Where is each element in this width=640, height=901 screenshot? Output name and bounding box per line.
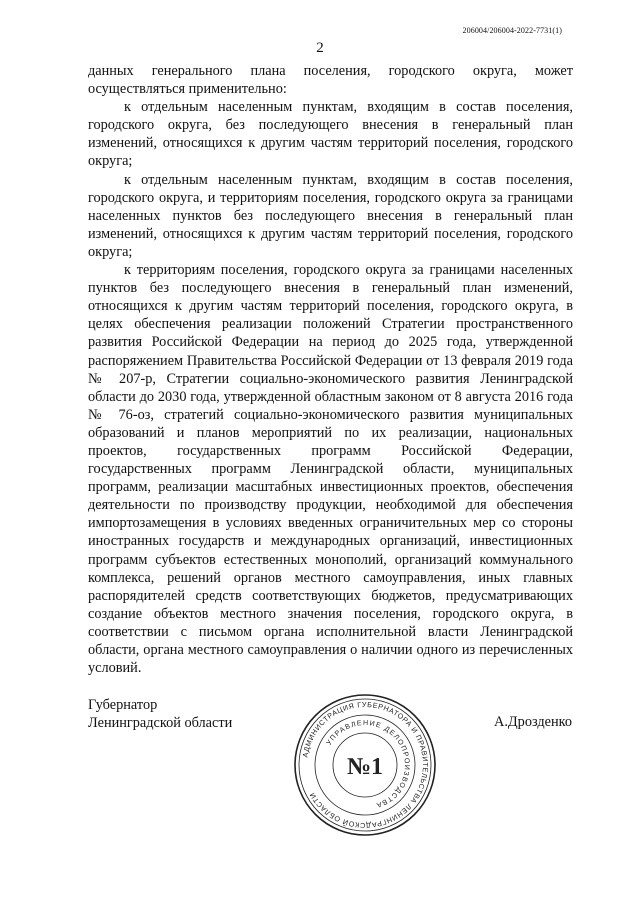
seal-inner-textpath: УПРАВЛЕНИЕ ДЕЛОПРОИЗВОДСТВА xyxy=(325,719,411,809)
page-number: 2 xyxy=(316,40,324,56)
signatory-name: А.Дрозденко xyxy=(494,714,572,730)
document-id: 206004/206004-2022-7731(1) xyxy=(462,26,562,35)
seal-number: №1 xyxy=(346,754,384,780)
seal-outer-textpath: АДМИНИСТРАЦИЯ ГУБЕРНАТОРА И ПРАВИТЕЛЬСТВА ЛЕНИНГРАДСКОЙ ОБЛАСТИ xyxy=(300,699,431,831)
paragraph-3: к территориям поселения, городского округа за границами населенных пунктов без последующего внесения в генеральный план изменений, относящихся к другим частям территорий поселения, городского округа, в целях обеспечения реализации положений Стратегии пространственного развития Российской Федерации на период до 2025 года, утвержденной распоряжением Правительства Российской Федерации от 13 февраля 2019 года № 207-р, Стратегии социально-экономического развития Ленинградской области до 2030 года, утвержденной областным законом от 8 августа 2016 года № 76-оз, стратегий социально-экономического развития муниципальных образований и планов мероприятий по их реализации, национальных проектов, государственных программ Российской Федерации, государственных программ Ленинградской области, муниципальных программ, реализации масштабных инвестиционных проектов, обеспечения деятельности по производству продукции, необходимой для обеспечения импортозамещения в условиях введенных ограничительных мер со стороны иностранных государств и международных организаций, инвестиционных программ субъектов естественных монополий, организаций коммунального комплекса, решений органов местного самоуправления, иных главных распорядителей средств соответствующих бюджетов, предусматривающих создание объектов местного значения поселения, городского округа, в соответствии с письмом органа исполнительной власти Ленинградской области, органа местного самоуправления о наличии одного из перечисленных условий. xyxy=(88,262,573,677)
body-text xyxy=(88,62,573,677)
paragraph-1: к отдельным населенным пунктам, входящим в состав поселения, городского округа, без последующего внесения в генеральный план изменений, относящихся к другим частям территорий поселения, городского округа; xyxy=(88,99,573,170)
signatory-title-line-2: Ленинградской области xyxy=(88,715,233,731)
paragraph-2: к отдельным населенным пунктам, входящим в состав поселения, городского округа, и территориям поселения, городского округа за границами населенных пунктов без последующего внесения в генеральный план изменений, относящихся к другим частям территорий поселения, городского округа; xyxy=(88,171,573,260)
paragraph-0: данных генерального плана поселения, городского округа, может осуществляться применительно: xyxy=(88,63,573,98)
signatory-title xyxy=(88,696,232,732)
official-seal-icon xyxy=(290,690,440,840)
signatory-title-line-1: Губернатор xyxy=(88,697,158,713)
